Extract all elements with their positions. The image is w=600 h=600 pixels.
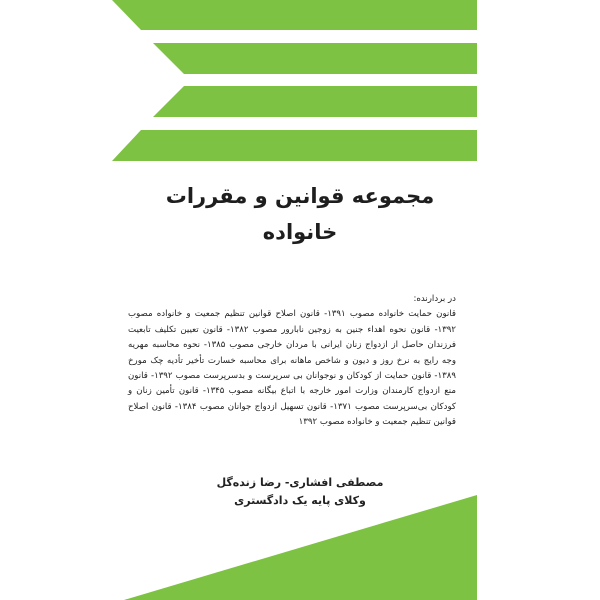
- green-band-2: [153, 43, 477, 74]
- contents-list-text: قانون حمایت خانواده مصوب ۱۳۹۱- قانون اصلاح قوانین تنظیم جمعیت و خانواده مصوب ۱۳۹۲- قانون نحوه اهداء جنین به زوجین نابارور مصوب ۱۳۸۲- قانون تعیین تکلیف تابعیت فرزندان حاصل از ازدواج زنان ایرانی با مردان خارجی مصوب ۱۳۸۵- نحوه محاسبه مهریه وجه رایج به نرخ روز و دیون و شاخص ماهانه برای محاسبه خسارت تأخیر تأدیه چک مورخ ۱۳۸۹- قانون حمایت از کودکان و نوجوانان بی سرپرست و بدسرپرست مصوب ۱۳۹۲- قانون منع ازدواج کارمندان وزارت امور خارجه با اتباع بیگانه مصوب ۱۳۴۵- قانون تأمین زنان و کودکان بی‌سرپرست مصوب ۱۳۷۱- قانون تسهیل ازدواج جوانان مصوب ۱۳۸۴- قانون اصلاح قوانین تنظیم جمعیت و خانواده مصوب ۱۳۹۲: [128, 309, 457, 428]
- authors-names: مصطفی افشاری- رضا زنده‌گل: [216, 476, 384, 489]
- bottom-triangle-decoration: [124, 495, 477, 600]
- top-arrow-decoration: [112, 0, 477, 161]
- green-band-4: [112, 130, 477, 161]
- green-band-1: [112, 0, 477, 30]
- book-title-line-1: مجموعه قوانین و مقررات: [165, 184, 435, 208]
- authors-title: وکلای پایه یک دادگستری: [234, 494, 366, 507]
- contents-label: در بردارنده:: [413, 294, 456, 304]
- contents-description: [128, 292, 456, 431]
- green-band-3: [153, 86, 477, 117]
- book-title-line-2: خانواده: [262, 220, 338, 244]
